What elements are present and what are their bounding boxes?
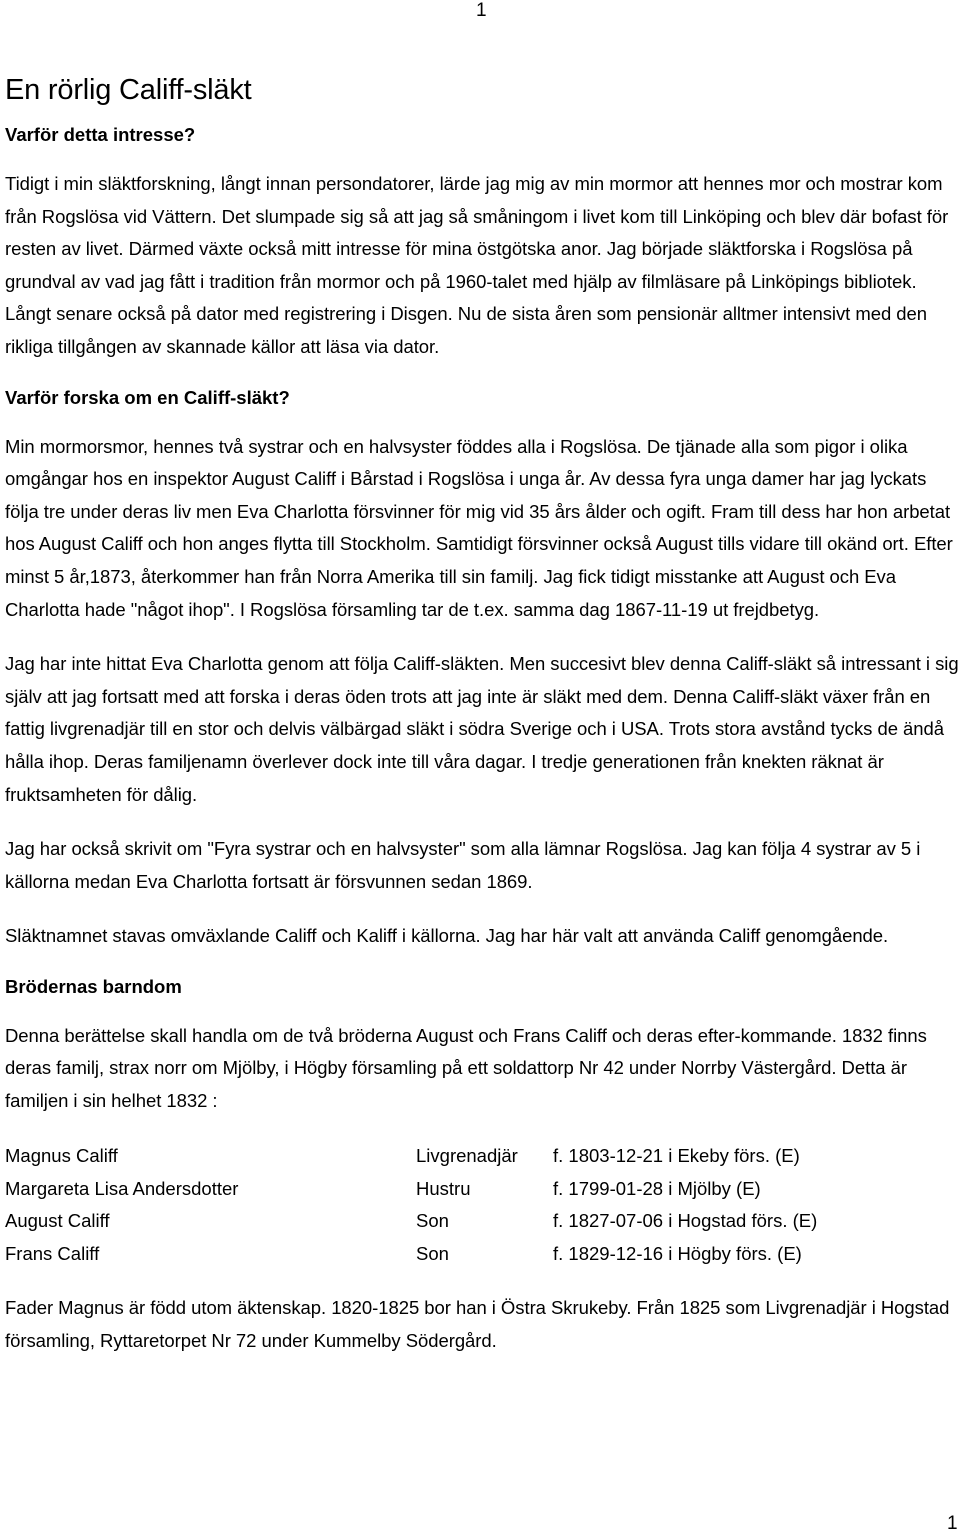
paragraph: Denna berättelse skall handla om de två bröderna August och Frans Califf och deras efter-kommande. 1832 finns deras familj, strax norr om Mjölby, i Högby församling på ett soldattorp Nr 42 under Norrby Västergård. Detta är familjen i sin helhet 1832 : [5,1024,927,1112]
table-row [5,1205,953,1238]
page-number-top: 1 [476,0,487,21]
family-member-role: Hustru [416,1177,471,1199]
family-member-birth: f. 1803-12-21 i Ekeby förs. (E) [553,1144,800,1166]
document-title: En rörlig Califf-släkt [5,74,252,106]
section-heading-why-interest: Varför detta intresse? [5,124,196,145]
section-heading-why-research: Varför forska om en Califf-släkt? [5,386,290,408]
paragraph: Jag har också skrivit om "Fyra systrar och en halvsyster" som alla lämnar Rogslösa. Jag kan följa 4 systrar av 5 i källorna medan Eva Charlotta fortsatt är försvunnen sedan 1869. [5,838,921,892]
paragraph: Min mormorsmor, hennes två systrar och en halvsyster föddes alla i Rogslösa. De tjänade alla som pigor i olika omgångar hos en inspektor August Califf i Bårstad i Rogslösa i unga år. Av dessa fyra unga damer har jag lyckats följa tre under deras liv men Eva Charlotta försvinner för mig vid 35 års ålder och ogift. Fram till dess har hon arbetat hos August Califf och hon anges flytta till Stockholm. Samtidigt försvinner också August tills vidare till okänd ort. Efter minst 5 år,1873, återkommer han från Norra Amerika till sin familj. Jag fick tidigt misstanke att August och Eva Charlotta hade "något ihop". I Rogslösa församling tar de t.ex. samma dag 1867-11-19 ut frejdbetyg. [5,435,953,620]
section-heading-brothers-childhood: Brödernas barndom [5,975,182,997]
paragraph: Tidigt i min släktforskning, långt innan persondatorer, lärde jag mig av min mormor att hennes mor och mostrar kom från Rogslösa vid Vättern. Det slumpade sig så att jag så småningom i livet kom till Linköping och blev där bofast för resten av livet. Därmed växte också mitt intresse för mina östgötska anor. Jag började släktforska i Rogslösa på grundval av vad jag fått i tradition från mormor och på 1960-talet med hjälp av filmläsare på Linköpings bibliotek. Långt senare också på dator med registrering i Disgen. Nu de sista åren som pensionär alltmer intensivt med den rikliga tillgången av skannade källor att läsa via dator. [5,173,949,357]
family-member-role: Livgrenadjär [416,1144,518,1166]
family-member-name: Frans Califf [5,1242,100,1264]
table-row [5,1140,953,1173]
page-number-bottom: 1 [947,1513,958,1534]
paragraph: Släktnamnet stavas omväxlande Califf och Kaliff i källorna. Jag har här valt att använda Califf genomgående. [5,925,889,947]
family-member-name: August Califf [5,1210,110,1232]
closing-paragraph: Fader Magnus är född utom äktenskap. 1820-1825 bor han i Östra Skrukeby. Från 1825 som Livgrenadjär i Hogstad församling, Ryttaretorpet Nr 72 under Kummelby Södergård. [5,1297,950,1351]
table-row [5,1237,953,1270]
family-member-birth: f. 1829-12-16 i Högby förs. (E) [553,1242,802,1264]
family-member-role: Son [416,1242,449,1264]
family-member-birth: f. 1799-01-28 i Mjölby (E) [553,1177,761,1199]
family-member-name: Magnus Califf [5,1144,118,1166]
document-body [5,72,960,1379]
family-member-name: Margareta Lisa Andersdotter [5,1177,239,1199]
family-member-birth: f. 1827-07-06 i Hogstad förs. (E) [553,1210,818,1232]
table-row [5,1172,953,1205]
family-table [5,1140,953,1270]
paragraph: Jag har inte hittat Eva Charlotta genom att följa Califf-släkten. Men succesivt blev denna Califf-släkt så intressant i sig själv att jag fortsatt med att forska i deras öden trots att jag inte är släkt med dem. Denna Califf-släkt växer från en fattig livgrenadjär till en stor och delvis välbärgad släkt i södra Sverige och i USA. Trots stora avstånd tycks de ändå hålla ihop. Deras familjenamn överlever dock inte till våra dagar. I tredje generationen från knekten räknat är fruktsamheten för dålig. [5,653,959,805]
family-member-role: Son [416,1210,449,1232]
